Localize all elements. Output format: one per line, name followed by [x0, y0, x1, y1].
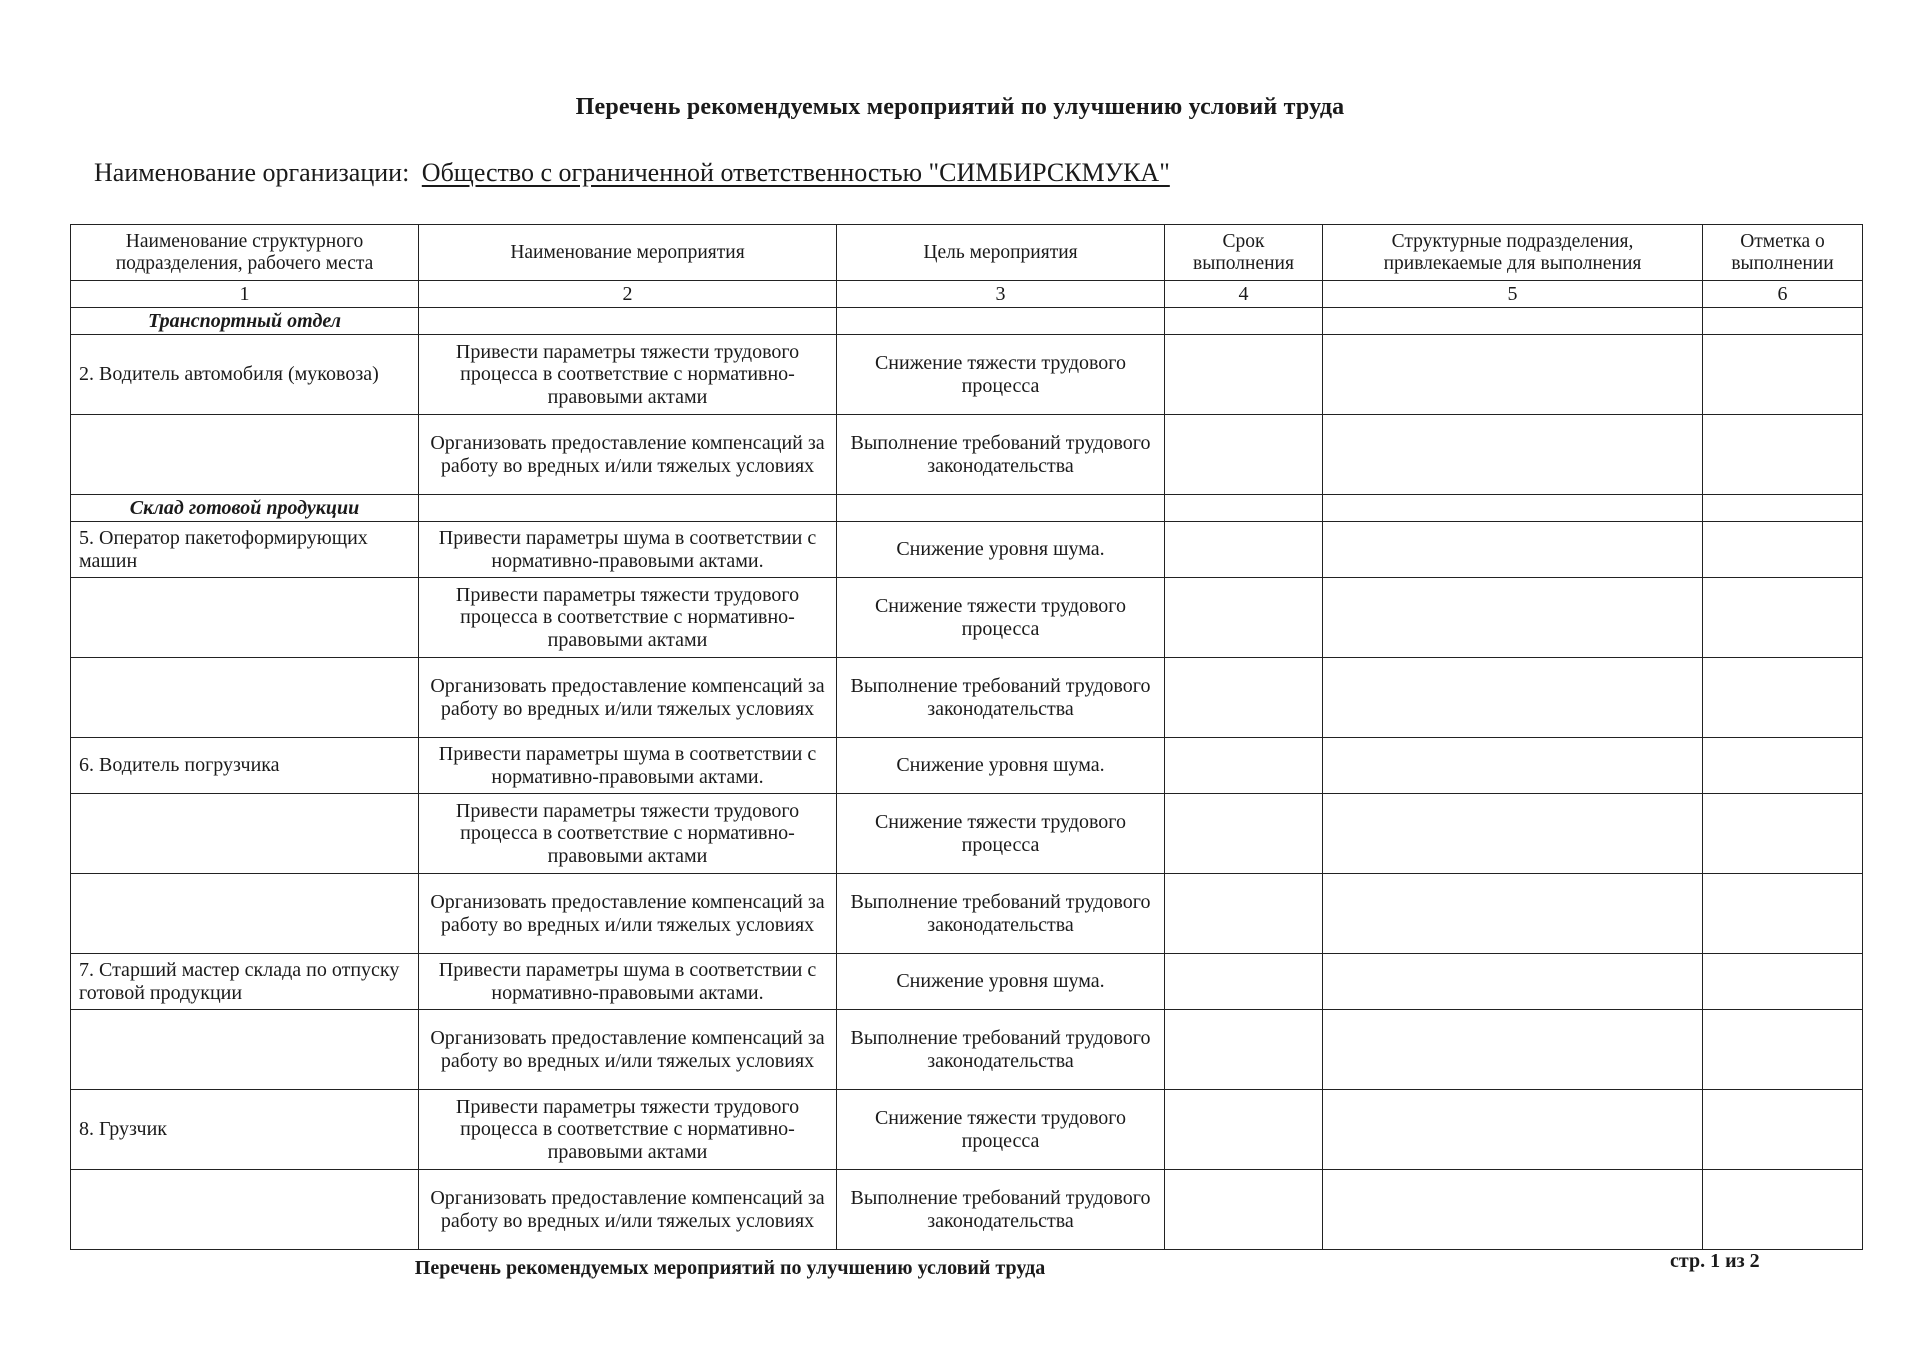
cell-measure: Организовать предоставление компенсаций за работу во вредных и/или тяжелых условиях	[419, 1170, 837, 1250]
cell-completion-mark	[1703, 335, 1863, 415]
cell-departments	[1323, 335, 1703, 415]
cell-workplace: 8. Грузчик	[71, 1090, 419, 1170]
cell-goal: Снижение тяжести трудового процесса	[837, 1090, 1165, 1170]
header-deadline: Срок выполнения	[1165, 225, 1323, 281]
cell-completion-mark	[1703, 1010, 1863, 1090]
cell-completion-mark	[1703, 415, 1863, 495]
cell-workplace: 6. Водитель погрузчика	[71, 738, 419, 794]
table-row	[71, 522, 1863, 578]
empty-cell	[1323, 495, 1703, 522]
cell-measure: Привести параметры тяжести трудового процесса в соответствие с нормативно-правовыми актами	[419, 1090, 837, 1170]
empty-cell	[837, 495, 1165, 522]
cell-goal: Снижение уровня шума.	[837, 522, 1165, 578]
cell-goal: Снижение тяжести трудового процесса	[837, 335, 1165, 415]
header-goal: Цель мероприятия	[837, 225, 1165, 281]
table-row	[71, 1170, 1863, 1250]
cell-measure: Организовать предоставление компенсаций за работу во вредных и/или тяжелых условиях	[419, 415, 837, 495]
cell-departments	[1323, 1010, 1703, 1090]
column-number: 4	[1165, 281, 1323, 308]
cell-workplace	[71, 1170, 419, 1250]
cell-workplace	[71, 415, 419, 495]
table-row	[71, 874, 1863, 954]
table-row	[71, 415, 1863, 495]
cell-workplace: 7. Старший мастер склада по отпуску готовой продукции	[71, 954, 419, 1010]
cell-departments	[1323, 738, 1703, 794]
table-row	[71, 738, 1863, 794]
empty-cell	[1703, 495, 1863, 522]
cell-departments	[1323, 578, 1703, 658]
table-row	[71, 1090, 1863, 1170]
cell-workplace	[71, 794, 419, 874]
cell-goal: Выполнение требований трудового законодательства	[837, 415, 1165, 495]
organization-label: Наименование организации:	[94, 158, 410, 187]
cell-workplace: 2. Водитель автомобиля (муковоза)	[71, 335, 419, 415]
table-header-row	[71, 225, 1863, 281]
column-number: 2	[419, 281, 837, 308]
empty-cell	[1165, 308, 1323, 335]
table-row	[71, 794, 1863, 874]
cell-goal: Выполнение требований трудового законодательства	[837, 874, 1165, 954]
cell-measure: Привести параметры шума в соответствии с нормативно-правовыми актами.	[419, 954, 837, 1010]
cell-completion-mark	[1703, 658, 1863, 738]
cell-deadline	[1165, 794, 1323, 874]
cell-deadline	[1165, 874, 1323, 954]
cell-workplace	[71, 578, 419, 658]
cell-measure: Организовать предоставление компенсаций за работу во вредных и/или тяжелых условиях	[419, 658, 837, 738]
page-number: стр. 1 из 2	[1670, 1250, 1760, 1272]
cell-deadline	[1165, 1090, 1323, 1170]
cell-completion-mark	[1703, 794, 1863, 874]
cell-workplace: 5. Оператор пакетоформирующих машин	[71, 522, 419, 578]
cell-workplace	[71, 658, 419, 738]
cell-completion-mark	[1703, 738, 1863, 794]
cell-completion-mark	[1703, 954, 1863, 1010]
cell-measure: Организовать предоставление компенсаций за работу во вредных и/или тяжелых условиях	[419, 1010, 837, 1090]
cell-goal: Снижение уровня шума.	[837, 738, 1165, 794]
table-body	[71, 308, 1863, 1250]
cell-workplace	[71, 1010, 419, 1090]
cell-goal: Выполнение требований трудового законодательства	[837, 1170, 1165, 1250]
cell-deadline	[1165, 522, 1323, 578]
section-name: Склад готовой продукции	[71, 495, 419, 522]
cell-measure: Привести параметры шума в соответствии с нормативно-правовыми актами.	[419, 522, 837, 578]
table-row	[71, 954, 1863, 1010]
table-row	[71, 335, 1863, 415]
cell-completion-mark	[1703, 522, 1863, 578]
cell-deadline	[1165, 578, 1323, 658]
cell-departments	[1323, 658, 1703, 738]
header-departments: Структурные подразделения, привлекаемые для выполнения	[1323, 225, 1703, 281]
empty-cell	[419, 308, 837, 335]
empty-cell	[1703, 308, 1863, 335]
table-row	[71, 658, 1863, 738]
organization-name: Общество с ограниченной ответственностью "СИМБИРСКМУКА"	[421, 158, 1170, 187]
cell-goal: Выполнение требований трудового законодательства	[837, 1010, 1165, 1090]
cell-completion-mark	[1703, 578, 1863, 658]
cell-deadline	[1165, 954, 1323, 1010]
cell-goal: Снижение уровня шума.	[837, 954, 1165, 1010]
cell-measure: Привести параметры тяжести трудового процесса в соответствие с нормативно-правовыми актами	[419, 335, 837, 415]
table-row	[71, 1010, 1863, 1090]
footer-title: Перечень рекомендуемых мероприятий по улучшению условий труда	[414, 1257, 1046, 1279]
section-row	[71, 308, 1863, 335]
cell-goal: Снижение тяжести трудового процесса	[837, 578, 1165, 658]
column-number: 6	[1703, 281, 1863, 308]
header-measure: Наименование мероприятия	[419, 225, 837, 281]
empty-cell	[1165, 495, 1323, 522]
cell-departments	[1323, 954, 1703, 1010]
cell-departments	[1323, 874, 1703, 954]
cell-measure: Привести параметры тяжести трудового процесса в соответствие с нормативно-правовыми актами	[419, 794, 837, 874]
measures-table	[70, 224, 1863, 1250]
empty-cell	[419, 495, 837, 522]
table-row	[71, 578, 1863, 658]
empty-cell	[837, 308, 1165, 335]
cell-deadline	[1165, 415, 1323, 495]
cell-departments	[1323, 1170, 1703, 1250]
empty-cell	[1323, 308, 1703, 335]
document-title: Перечень рекомендуемых мероприятий по улучшению условий труда	[575, 94, 1345, 120]
cell-goal: Снижение тяжести трудового процесса	[837, 794, 1165, 874]
cell-deadline	[1165, 335, 1323, 415]
cell-measure: Привести параметры шума в соответствии с нормативно-правовыми актами.	[419, 738, 837, 794]
cell-departments	[1323, 415, 1703, 495]
cell-workplace	[71, 874, 419, 954]
header-completion-mark: Отметка о выполнении	[1703, 225, 1863, 281]
cell-departments	[1323, 522, 1703, 578]
cell-goal: Выполнение требований трудового законодательства	[837, 658, 1165, 738]
organization-line	[94, 158, 1184, 188]
cell-measure: Организовать предоставление компенсаций за работу во вредных и/или тяжелых условиях	[419, 874, 837, 954]
cell-measure: Привести параметры тяжести трудового процесса в соответствие с нормативно-правовыми актами	[419, 578, 837, 658]
cell-deadline	[1165, 1010, 1323, 1090]
cell-deadline	[1165, 658, 1323, 738]
cell-departments	[1323, 1090, 1703, 1170]
column-number-row	[71, 281, 1863, 308]
column-number: 1	[71, 281, 419, 308]
header-subdivision: Наименование структурного подразделения, рабочего места	[71, 225, 419, 281]
cell-departments	[1323, 794, 1703, 874]
cell-completion-mark	[1703, 1170, 1863, 1250]
cell-completion-mark	[1703, 1090, 1863, 1170]
section-row	[71, 495, 1863, 522]
cell-completion-mark	[1703, 874, 1863, 954]
cell-deadline	[1165, 1170, 1323, 1250]
column-number: 5	[1323, 281, 1703, 308]
section-name: Транспортный отдел	[71, 308, 419, 335]
column-number: 3	[837, 281, 1165, 308]
cell-deadline	[1165, 738, 1323, 794]
